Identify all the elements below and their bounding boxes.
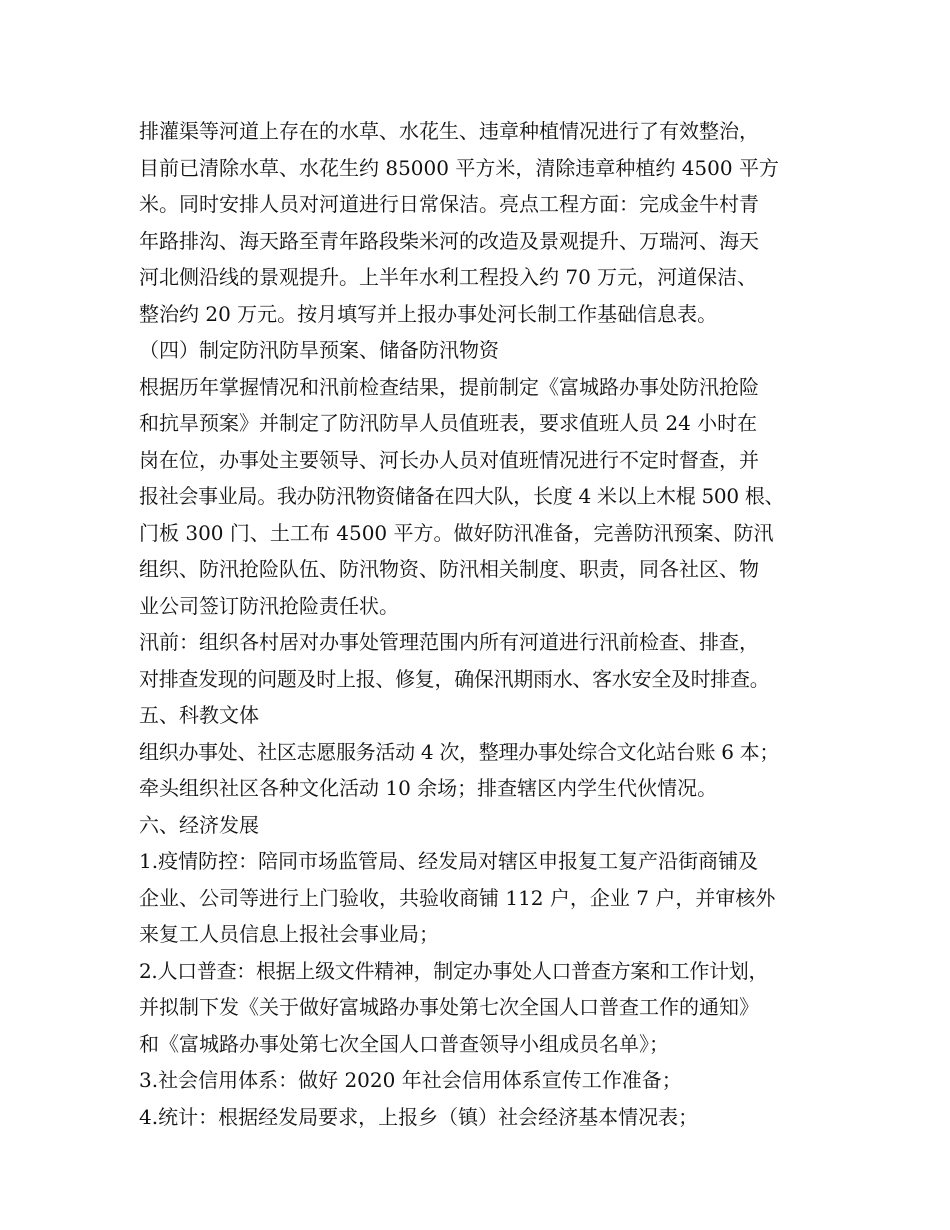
text-line-23: 来复工人员信息上报社会事业局； xyxy=(139,922,439,946)
section-heading-economy: 六、经济发展 xyxy=(139,812,259,837)
text-line-27: 3.社会信用体系：做好 2020 年社会信用体系宣传工作准备； xyxy=(139,1068,682,1092)
text-line-26: 和《富城路办事处第七次全国人口普查领导小组成员名单》； xyxy=(139,1031,669,1056)
text-line-8: 根据历年掌握情况和汛前检查结果，提前制定《富城路办事处防汛抢险 xyxy=(139,374,759,399)
text-line-3: 米。同时安排人员对河道进行日常保洁。亮点工程方面：完成金牛村青 xyxy=(139,192,759,216)
text-line-1: 排灌渠等河道上存在的水草、水花生、违章种植情况进行了有效整治， xyxy=(139,119,759,143)
text-line-16: 对排查发现的问题及时上报、修复，确保汛期雨水、客水安全及时排查。 xyxy=(139,666,770,691)
section-heading-science-culture: 五、科教文体 xyxy=(139,703,259,727)
text-line-2: 目前已清除水草、水花生约 85000 平方米，清除违章种植约 4500 平方 xyxy=(139,155,779,180)
text-line-19: 牵头组织社区各种文化活动 10 余场；排查辖区内学生代伙情况。 xyxy=(139,776,718,800)
text-line-25: 并拟制下发《关于做好富城路办事处第七次全国人口普查工作的通知》 xyxy=(139,995,759,1019)
text-line-5: 河北侧沿线的景观提升。上半年水利工程投入约 70 万元，河道保洁、 xyxy=(139,265,758,289)
text-line-28: 4.统计：根据经发局要求，上报乡（镇）社会经济基本情况表； xyxy=(139,1104,699,1129)
text-line-14: 业公司签订防汛抢险责任状。 xyxy=(139,593,399,618)
text-line-21: 1.疫情防控：陪同市场监管局、经发局对辖区申报复工复产沿街商铺及 xyxy=(139,849,759,873)
document-body xyxy=(139,113,839,1135)
text-line-9: 和抗旱预案》并制定了防汛防旱人员值班表，要求值班人员 24 小时在 xyxy=(139,411,758,435)
text-line-11: 报社会事业局。我办防汛物资储备在四大队，长度 4 米以上木棍 500 根、 xyxy=(139,484,785,508)
text-line-4: 年路排沟、海天路至青年路段柴米河的改造及景观提升、万瑞河、海天 xyxy=(139,228,759,253)
text-line-13: 组织、防汛抢险队伍、防汛物资、防汛相关制度、职责，同各社区、物 xyxy=(139,557,759,581)
section-heading-flood-plan: （四）制定防汛防旱预案、储备防汛物资 xyxy=(139,338,499,362)
text-line-10: 岗在位，办事处主要领导、河长办人员对值班情况进行不定时督查，并 xyxy=(139,447,759,472)
text-line-6: 整治约 20 万元。按月填写并上报办事处河长制工作基础信息表。 xyxy=(139,301,718,326)
text-line-24: 2.人口普查：根据上级文件精神，制定办事处人口普查方案和工作计划， xyxy=(139,958,769,983)
text-line-18: 组织办事处、社区志愿服务活动 4 次，整理办事处综合文化站台账 6 本； xyxy=(139,739,780,764)
text-line-22: 企业、公司等进行上门验收，共验收商铺 112 户，企业 7 户，并审核外 xyxy=(139,885,776,910)
text-line-12: 门板 300 门、土工布 4500 平方。做好防汛准备，完善防汛预案、防汛 xyxy=(139,520,774,545)
text-line-15: 汛前：组织各村居对办事处管理范围内所有河道进行汛前检查、排查， xyxy=(139,630,759,654)
